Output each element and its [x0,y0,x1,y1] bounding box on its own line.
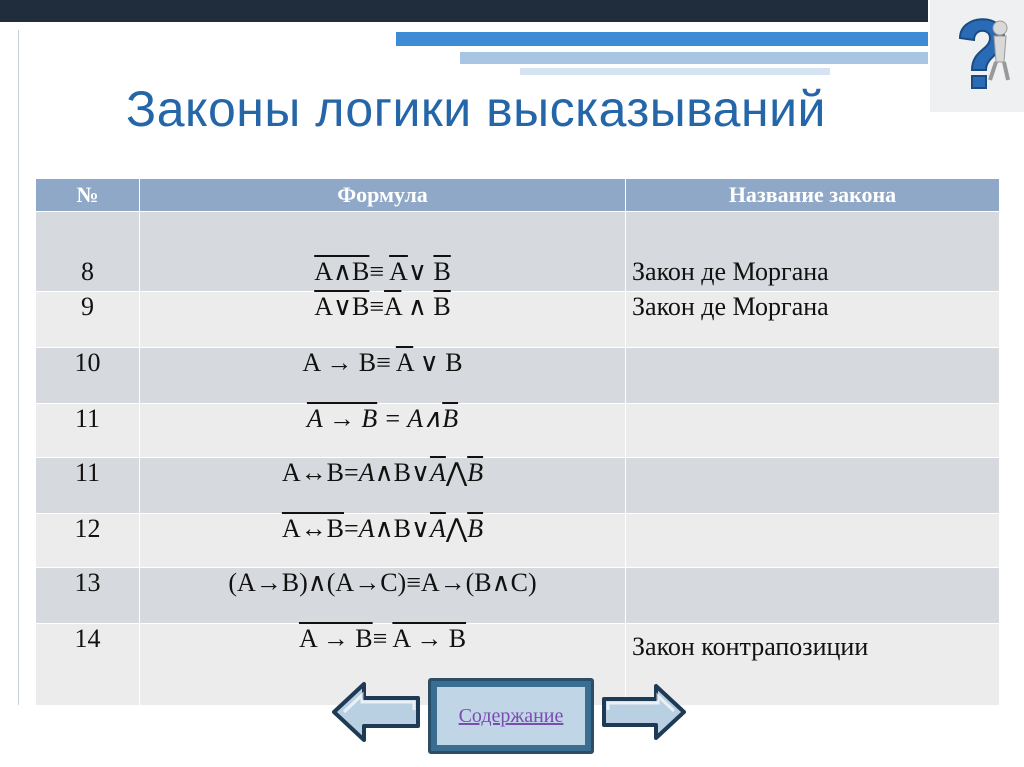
formula-part: ≡ [376,348,391,377]
contents-button[interactable] [428,678,594,754]
row-formula [140,212,626,292]
formula-part: ≡ [369,292,385,321]
formula-part: A [314,292,333,321]
formula-part: A → B [392,624,467,653]
formula-part: $\overline{B}$ [433,257,451,286]
formula-part: ∧ [374,458,394,487]
formula-part: A [281,458,301,487]
formula-part: A → B [306,404,378,433]
formula-part: ≡ [372,624,388,653]
formula-part: A [358,458,375,487]
previous-arrow-button[interactable] [330,680,422,744]
formula-part: = [344,514,359,543]
header-bar-dark [0,0,928,22]
formula-part: ∧ [374,514,394,543]
table-row [36,514,1000,568]
row-law-name [626,514,1000,568]
row-law-name [626,458,1000,514]
row-number: 13 [36,568,140,624]
arrow-left-icon [330,680,422,744]
formula-part: ∨ [413,348,446,377]
table-row [36,212,1000,292]
header-law-name: Название закона [626,179,1000,212]
formula-part: B [393,458,411,487]
formula-part: = [344,458,359,487]
arrow-right-icon [600,682,688,742]
formula-part: B [352,257,370,286]
formula-part: ⋀ [445,514,468,543]
formula-part: B [393,514,411,543]
formula-part: ∧ [333,257,353,286]
row-number: 11 [36,458,140,514]
formula-part: ∧ [423,404,443,433]
formula-part: ⋀ [445,458,468,487]
formula-part: → [319,348,359,377]
formula-part: ∧ [401,292,434,321]
formula-part: $\overline{B}$ [442,404,459,433]
row-law-name [626,348,1000,404]
formula-part: A↔B [281,514,345,543]
contents-link[interactable]: Содержание [458,704,564,727]
row-number: 8 [36,212,140,292]
row-formula [140,404,626,458]
formula-part: B [358,348,377,377]
formula-part: ≡ [369,257,385,286]
left-divider-line [18,30,19,705]
page-title: Законы логики высказываний [126,81,826,137]
formula-part: $\overline{B}$ [467,514,484,543]
row-formula [140,348,626,404]
row-number: 10 [36,348,140,404]
formula-part: $\overline{A}$ [389,257,408,286]
table-row [36,568,1000,624]
question-mark-logo-icon [930,0,1024,112]
formula-part: $\overline{B}$ [467,458,484,487]
formula-part: ↔ [300,458,327,487]
formula-part: B [445,348,463,377]
row-number: 14 [36,624,140,706]
formula-part: $\overline{A}$ [395,348,414,377]
row-law-name [626,404,1000,458]
row-number: 11 [36,404,140,458]
header-bar-light [460,52,928,64]
header-formula: Формула [140,179,626,212]
row-number: 9 [36,292,140,348]
formula-part: = [377,404,408,433]
formula-part: ∨ [333,292,353,321]
row-formula [140,458,626,514]
formula-part: A [302,348,320,377]
row-formula [140,292,626,348]
formula-part: A [314,257,333,286]
table-row [36,458,1000,514]
table-row [36,292,1000,348]
row-law-name: Закон де Моргана [626,212,1000,292]
laws-table [35,178,1000,706]
formula-part: B [352,292,370,321]
formula-part: ∨ [410,458,430,487]
formula-part: ∨ [410,514,430,543]
formula-part: A → B [298,624,373,653]
formula-part: $\overline{A}$ [429,514,446,543]
formula-part: A [407,404,424,433]
row-law-name: Закон контрапозиции [626,624,1000,706]
table-header-row [36,179,1000,212]
formula-part: ∨ [407,257,427,286]
formula-part: $\overline{A}$ [429,458,446,487]
next-arrow-button[interactable] [600,682,688,742]
header-bar-lighter [520,68,830,75]
table-row [36,404,1000,458]
row-formula [140,568,626,624]
formula-part: $\overline{A}$ [384,292,402,321]
header-number: № [36,179,140,212]
row-number: 12 [36,514,140,568]
formula-part: (A→B)∧(A→C)≡A→(B∧C) [228,568,537,597]
contents-button-face [437,687,585,745]
row-formula [140,514,626,568]
row-law-name: Закон де Моргана [626,292,1000,348]
formula-part: $\overline{B}$ [433,292,451,321]
formula-part: B [326,458,345,487]
header-bar-blue [396,32,928,46]
formula-part: A [358,514,375,543]
row-law-name [626,568,1000,624]
table-row [36,348,1000,404]
